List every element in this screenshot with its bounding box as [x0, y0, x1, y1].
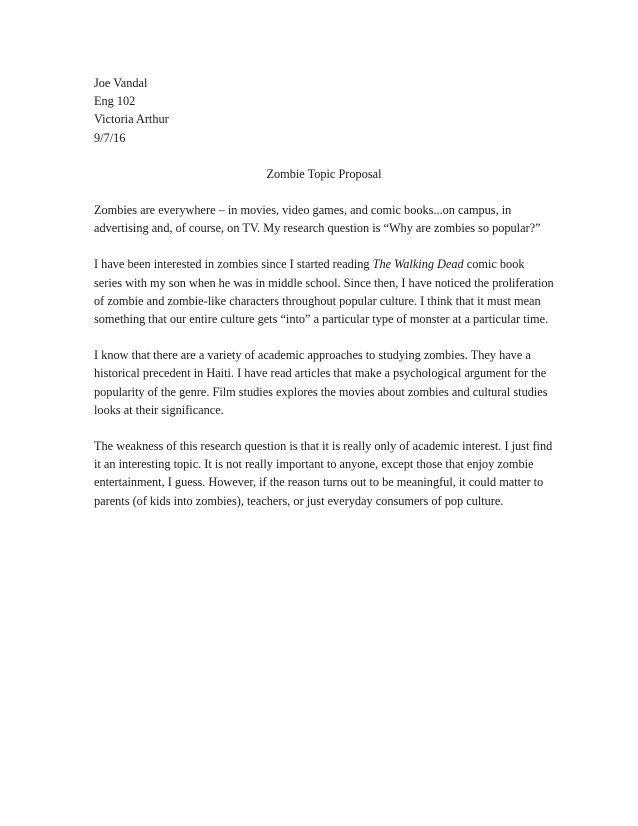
document-body — [94, 74, 554, 528]
header-block — [94, 74, 554, 147]
paragraph-1: Zombies are everywhere – in movies, video games, and comic books...on campus, in advertising and, of course, on TV. My research question is “Why are zombies so popular?” — [94, 203, 541, 236]
course-name: Eng 102 — [94, 94, 136, 109]
document-title: Zombie Topic Proposal — [266, 166, 382, 181]
paragraph-2 — [94, 255, 554, 328]
author-name: Joe Vandal — [94, 76, 148, 90]
paragraph-2-rest: comic book series with my son when he was in middle school. Since then, I have noticed the proliferation of zombie and zombie-like characters throughout popular culture. I think that it must mean something that our entire culture gets “into” a particular type of monster at a particular time. — [94, 257, 554, 327]
paragraph-4: The weakness of this research question is that it is really only of academic interest. I just find it an interesting topic. It is not really important to anyone, except those that enjoy zombie entertainment, I guess. However, if the reason turns out to be meaningful, it could matter to parents (of kids into zombies), teachers, or just everyday consumers of pop culture. — [94, 439, 553, 508]
paragraph-3: I know that there are a variety of academic approaches to studying zombies. They have a historical precedent in Haiti. I have read articles that make a psychological argument for the popularity of the genre. Film studies explores the movies about zombies and cultural studies looks at their significance. — [94, 348, 548, 417]
book-title: The Walking Dead — [372, 257, 464, 272]
paragraph-2-intro: I have been interested in zombies since I started reading — [94, 257, 373, 272]
instructor-name: Victoria Arthur — [94, 112, 169, 127]
document-date: 9/7/16 — [94, 130, 126, 145]
